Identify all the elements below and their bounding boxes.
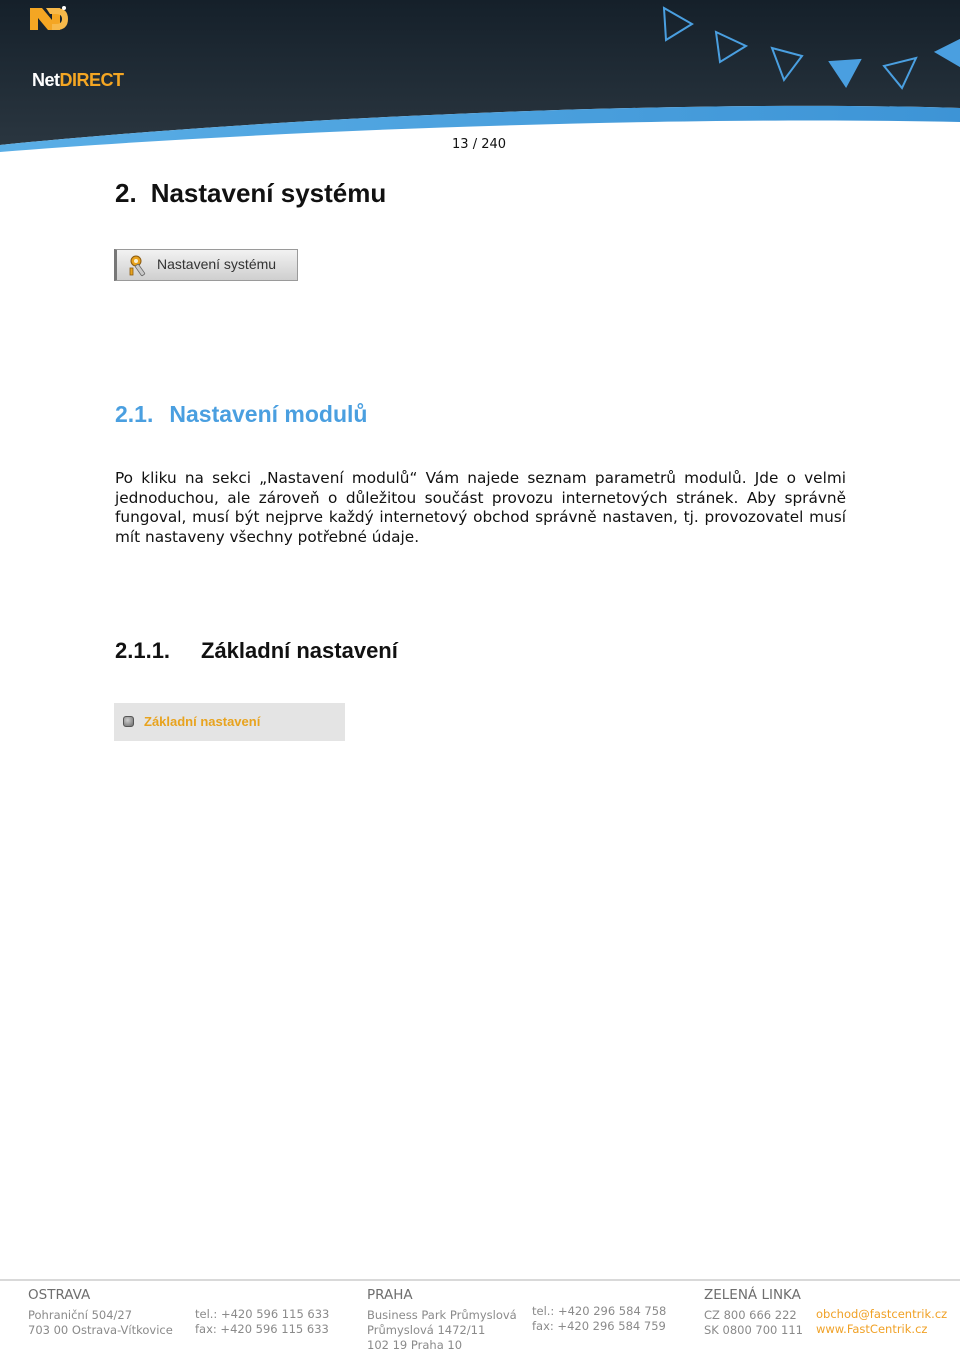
logo-wordmark: NetDIRECT: [32, 70, 124, 90]
subsubsection-number: 2.1.1.: [115, 638, 171, 663]
netdirect-logo-icon: [0, 0, 110, 60]
page-total: 240: [481, 137, 507, 152]
footer-web-contacts: [816, 1307, 947, 1337]
page-current: 13: [452, 137, 469, 152]
footer-ostrava-title: OSTRAVA: [28, 1287, 91, 1303]
footer-email-link[interactable]: obchod@fastcentrik.cz: [816, 1307, 948, 1321]
footer-web-link[interactable]: www.FastCentrik.cz: [816, 1322, 928, 1336]
footer-praha-address3: 102 19 Praha 10: [367, 1338, 463, 1352]
footer-hotline: [704, 1283, 803, 1338]
footer-ostrava: [28, 1283, 173, 1338]
footer-praha-tel: tel.: +420 296 584 758: [532, 1304, 667, 1318]
footer-praha-title: PRAHA: [367, 1287, 413, 1303]
footer-ostrava-tel: tel.: +420 596 115 633: [195, 1307, 330, 1321]
subsection-heading: [115, 401, 367, 428]
footer-ostrava-fax: fax: +420 596 115 633: [195, 1322, 329, 1336]
footer-praha-address2: Průmyslová 1472/11: [367, 1323, 486, 1337]
subsubsection-heading: [115, 638, 398, 664]
wrench-gear-icon: [127, 253, 151, 277]
system-settings-menu-button[interactable]: [114, 249, 298, 281]
bullet-icon: [123, 716, 134, 727]
subsubsection-title: Základní nastavení: [201, 638, 398, 663]
footer-hotline-title: ZELENÁ LINKA: [704, 1287, 801, 1303]
page-header: [0, 0, 960, 160]
footer-praha-contacts: [532, 1304, 666, 1334]
subsection-number: 2.1.: [115, 401, 154, 427]
footer-ostrava-address2: 703 00 Ostrava-Vítkovice: [28, 1323, 173, 1337]
footer-praha-fax: fax: +420 296 584 759: [532, 1319, 666, 1333]
section-title: Nastavení systému: [150, 178, 387, 208]
footer-praha: [367, 1283, 517, 1353]
basic-settings-panel-header[interactable]: [114, 703, 345, 741]
footer-praha-address1: Business Park Průmyslová: [367, 1308, 517, 1322]
page-footer: [0, 1283, 960, 1352]
header-background: [0, 0, 960, 160]
footer-hotline-cz: CZ 800 666 222: [704, 1308, 797, 1322]
basic-settings-label: Základní nastavení: [144, 714, 261, 729]
body-paragraph: Po kliku na sekci „Nastavení modulů“ Vám najede seznam parametrů modulů. Jde o velmi jednoduchou, ale zároveň o důležitou součást provozu internetových stránek. Aby správně fungoval, musí být nejprve každý internetový obchod správně nastaven, tj. provozovatel musí mít nastaveny všechny potřebné údaje.: [115, 469, 846, 546]
section-heading: [115, 178, 386, 209]
footer-ostrava-contacts: [195, 1307, 329, 1337]
system-settings-label: Nastavení systému: [157, 256, 277, 272]
footer-hotline-sk: SK 0800 700 111: [704, 1323, 803, 1337]
footer-divider: [0, 1279, 960, 1281]
subsection-title: Nastavení modulů: [169, 401, 368, 427]
footer-ostrava-address1: Pohraniční 504/27: [28, 1308, 133, 1322]
page-number: [452, 137, 506, 152]
section-number: 2.: [115, 178, 137, 208]
page-separator: /: [472, 137, 478, 152]
